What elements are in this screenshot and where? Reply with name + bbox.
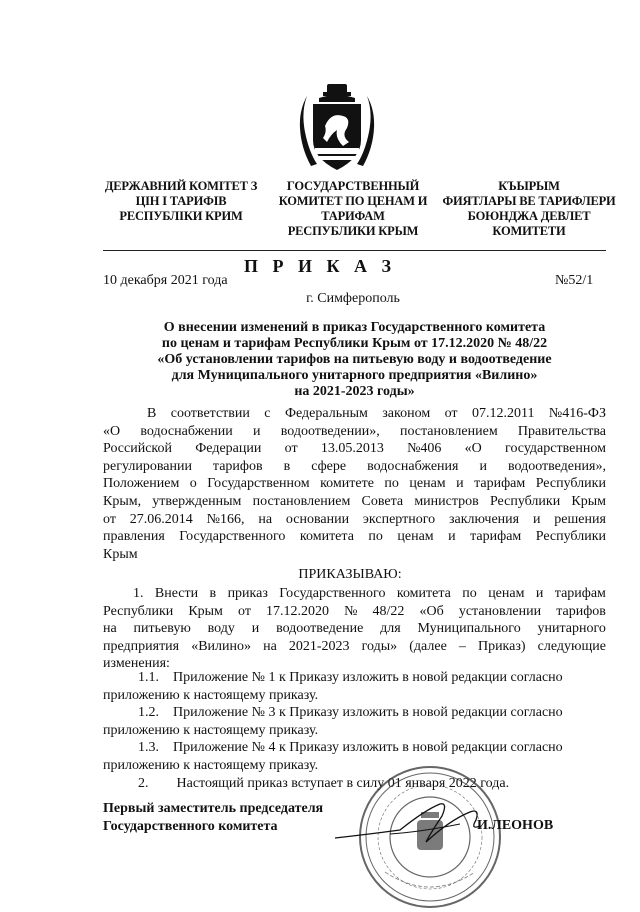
word: на — [263, 638, 277, 654]
word: (далее — [409, 638, 447, 654]
word: Совета — [361, 493, 404, 509]
preamble-line — [103, 405, 606, 423]
word: правления — [103, 529, 165, 545]
subitem-1-cont: приложению к настоящему приказу. — [103, 687, 319, 703]
subitem-text: Приложение № 1 к Приказу изложить в новой редакции согласно — [173, 670, 563, 685]
item-line — [103, 620, 606, 638]
word: и — [251, 621, 260, 637]
preamble-line — [103, 511, 606, 529]
word: комитета — [299, 529, 354, 545]
word: Государственного — [179, 529, 286, 545]
word: Государственного — [279, 586, 386, 601]
word: Муниципального — [417, 621, 521, 637]
preamble-line: Крым — [103, 546, 138, 562]
word: постановлением — [399, 423, 498, 439]
header-line: ЦІН І ТАРИФІВ — [135, 194, 227, 208]
word: Крым, — [103, 493, 142, 509]
word: № — [344, 603, 358, 619]
subitem-1-line — [103, 669, 606, 687]
word: Республики — [535, 476, 606, 492]
word: водоснабжении — [140, 423, 233, 439]
item-line: изменения: — [103, 656, 170, 672]
word: о — [189, 476, 197, 492]
word: Федеральным — [284, 406, 368, 421]
word: комитета — [396, 586, 451, 601]
word: «Об — [419, 603, 444, 619]
word: следующие — [537, 638, 606, 654]
subitem-number: 1.3. — [138, 740, 159, 756]
word: водоотведение — [276, 621, 364, 637]
preamble-line — [103, 475, 606, 493]
word: 1. — [133, 586, 144, 601]
signatory-title-line: Первый заместитель председателя — [103, 801, 324, 816]
word: и — [535, 586, 544, 601]
word: постановлением — [252, 493, 351, 509]
word: унитарного — [537, 621, 606, 637]
coat-of-arms-emblem — [297, 82, 377, 174]
subitem-text: Приложение № 4 к Приказу изложить в новой редакции согласно — [173, 740, 563, 756]
word: и — [479, 458, 487, 474]
header-line: ФИЯТЛАРЫ ВЕ ТАРИФЛЕРИ — [442, 194, 616, 208]
word: утвержденным — [152, 493, 242, 509]
document-city: г. Симферополь — [306, 291, 400, 306]
word: тарифов — [556, 603, 606, 619]
heading-line: О внесении изменений в приказ Государственного комитета — [163, 320, 546, 335]
document-number: №52/1 — [555, 273, 594, 288]
header-line: ДЕРЖАВНИЙ КОМІТЕТ З — [104, 179, 258, 193]
signatory-name: И.ЛЕОНОВ — [477, 818, 554, 833]
word: по — [368, 529, 383, 545]
word: 07.12.2011 — [471, 406, 535, 421]
word: тарифов — [212, 458, 263, 474]
document-title: П Р И К А З — [243, 256, 397, 276]
preamble-line — [103, 458, 606, 476]
word: в — [209, 586, 217, 601]
word: установлении — [458, 603, 542, 619]
word: Крым — [571, 493, 606, 509]
order-item-1 — [103, 585, 606, 673]
word: В — [147, 406, 157, 421]
item-text: Настоящий приказ вступает в силу 01 января 2022 года. — [176, 775, 510, 791]
word: Положением — [103, 476, 180, 492]
subitem-text: Приложение № 3 к Приказу изложить в новой редакции согласно — [173, 705, 563, 721]
word: – — [458, 638, 466, 654]
subitem-2-line — [103, 704, 606, 722]
heading-line: на 2021-2023 годы» — [294, 384, 415, 399]
preamble-line — [103, 493, 606, 511]
word: тарифам — [554, 586, 606, 601]
word: водоснабжения — [367, 458, 459, 474]
word: питьевую — [133, 621, 191, 637]
word: от — [444, 406, 458, 421]
preamble-paragraph — [103, 405, 606, 563]
document-date: 10 декабря 2021 года — [103, 273, 228, 288]
word: ценам — [409, 476, 446, 492]
word: водоотведения», — [507, 458, 606, 474]
header-line: РЕСПУБЛИКИ КРЫМ — [287, 224, 419, 238]
subitem-2-cont: приложению к настоящему приказу. — [103, 722, 319, 738]
item-number: 2. — [138, 775, 149, 791]
word: регулировании — [103, 458, 192, 474]
word: и — [532, 511, 541, 527]
word: решения — [554, 511, 606, 527]
word: ценам — [488, 586, 525, 601]
word: Республики — [489, 493, 561, 509]
word: Правительства — [517, 423, 606, 439]
preamble-line — [103, 440, 606, 458]
word: Российской — [103, 441, 172, 457]
word: тарифам — [470, 529, 522, 545]
word: и — [456, 476, 464, 492]
word: для — [380, 621, 401, 637]
word: комитете — [320, 476, 374, 492]
header-divider — [103, 250, 606, 251]
word: 48/22 — [372, 603, 405, 619]
heading-line: по ценам и тарифам Республики Крым от 17.12.2020 № 48/22 — [161, 336, 548, 351]
word: воду — [207, 621, 235, 637]
header-crimean-tatar-column — [440, 179, 618, 239]
word: 27.06.2014 — [129, 511, 193, 527]
word: государственном — [505, 441, 606, 457]
word: по — [384, 476, 399, 492]
word: 2021-2023 — [288, 638, 350, 654]
word: Государственном — [207, 476, 310, 492]
header-line: КОМИТЕТ ПО ЦЕНАМ И — [278, 194, 428, 208]
document-heading — [103, 320, 606, 400]
header-line: БОЮНДЖА ДЕВЛЕТ — [467, 209, 591, 223]
word: от — [284, 441, 298, 457]
word: на — [258, 511, 273, 527]
word: предприятия — [103, 638, 180, 654]
word: в — [283, 458, 291, 474]
word: №416-ФЗ — [548, 406, 606, 421]
item-line — [103, 585, 606, 603]
word: ценам — [397, 529, 434, 545]
word: соответствии — [170, 406, 250, 421]
preamble-line — [103, 423, 606, 441]
word: с — [264, 406, 271, 421]
word: заключения — [448, 511, 520, 527]
word: на — [103, 621, 117, 637]
word: Республики — [535, 529, 606, 545]
subitem-number: 1.1. — [138, 670, 159, 685]
word: «Вилино» — [191, 638, 252, 654]
word: Приказ) — [477, 638, 526, 654]
word: «О — [464, 441, 482, 457]
header-line: ГОСУДАРСТВЕННЫЙ — [286, 179, 420, 193]
word: 17.12.2020 — [266, 603, 330, 619]
word: 13.05.2013 — [320, 441, 384, 457]
word: основании — [285, 511, 350, 527]
word: Внести — [154, 586, 199, 601]
signatory-title — [103, 800, 323, 836]
word: Федерации — [195, 441, 262, 457]
word: сфере — [311, 458, 347, 474]
subitem-number: 1.2. — [138, 705, 159, 721]
preamble-line — [103, 528, 606, 546]
subitem-3-line — [103, 739, 606, 757]
header-line: КОМИТЕТИ — [492, 224, 566, 238]
word: №406 — [407, 441, 442, 457]
header-line: КЪЫРЫМ — [498, 179, 560, 193]
word: законом — [382, 406, 431, 421]
word: и — [448, 529, 456, 545]
word: Республики — [103, 603, 174, 619]
word: водоотведении», — [280, 423, 380, 439]
word: по — [462, 586, 477, 601]
word: годы» — [361, 638, 398, 654]
item-line — [103, 603, 606, 621]
signatory-title-line: Государственного комитета — [103, 819, 278, 834]
word: «О — [103, 423, 121, 439]
heading-line: «Об установлении тарифов на питьевую воду и водоотведение — [157, 352, 552, 367]
word: от — [238, 603, 251, 619]
heading-line: для Муниципального унитарного предприятия «Вилино» — [171, 368, 538, 383]
word: от — [103, 511, 116, 527]
header-russian-column — [262, 179, 444, 239]
header-line: РЕСПУБЛІКИ КРИМ — [119, 209, 243, 223]
word: тарифам — [474, 476, 526, 492]
order-word: ПРИКАЗЫВАЮ: — [298, 567, 402, 582]
word: и — [253, 423, 261, 439]
item-line — [103, 638, 606, 656]
header-ukrainian-column — [96, 179, 266, 224]
word: экспертного — [362, 511, 436, 527]
word: Крым — [188, 603, 223, 619]
word: №166, — [206, 511, 245, 527]
header-line: ТАРИФАМ — [321, 209, 385, 223]
word: приказ — [227, 586, 268, 601]
word: министров — [414, 493, 479, 509]
subitem-3-cont: приложению к настоящему приказу. — [103, 757, 319, 773]
